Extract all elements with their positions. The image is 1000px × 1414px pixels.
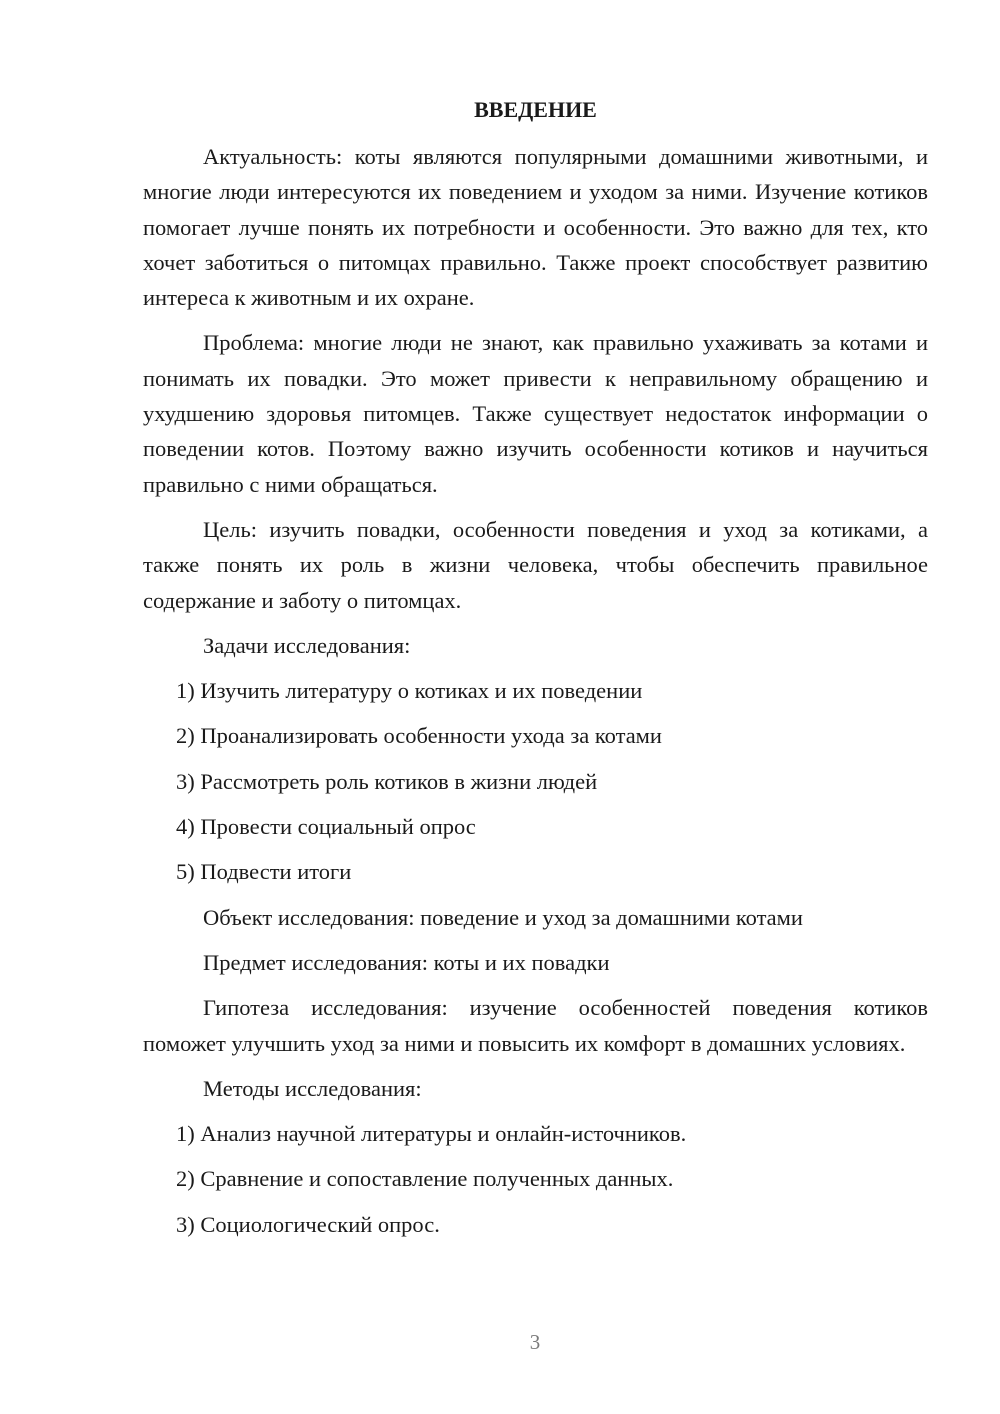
task-item: 3) Рассмотреть роль котиков в жизни людей [176,768,598,794]
relevance-paragraph: Актуальность: коты являются популярными домашними животными, и многие люди интересуются их поведением и уходом за ними. Изучение котиков помогает лучше понять их потребности и особенности. Это важно для тех, кто хочет заботиться о питомцах правильно. Также проект способствует развитию интереса к животным и их охране. [143,144,928,311]
tasks-title: Задачи исследования: [203,632,411,658]
page-number: 3 [529,1330,541,1354]
hypothesis-paragraph: Гипотеза исследования: изучение особенностей поведения котиков поможет улучшить уход за ними и повысить их комфорт в домашних условиях. [143,995,928,1056]
research-subject: Предмет исследования: коты и их повадки [203,949,610,975]
method-item: 2) Сравнение и сопоставление полученных данных. [176,1166,674,1192]
goal-paragraph: Цель: изучить повадки, особенности поведения и уход за котиками, а также понять их роль в жизни человека, чтобы обеспечить правильное содержание и заботу о питомцах. [143,516,928,613]
research-object: Объект исследования: поведение и уход за домашними котами [203,904,803,930]
methods-title: Методы исследования: [203,1075,422,1101]
method-item: 3) Социологический опрос. [176,1211,440,1237]
task-item: 1) Изучить литературу о котиках и их поведении [176,678,643,704]
task-item: 2) Проанализировать особенности ухода за котами [176,723,662,749]
section-heading: ВВЕДЕНИЕ [474,97,597,122]
task-item: 4) Провести социальный опрос [176,814,476,840]
task-item: 5) Подвести итоги [176,859,352,885]
method-item: 1) Анализ научной литературы и онлайн-источников. [176,1121,687,1147]
document-page [143,95,928,1252]
problem-paragraph: Проблема: многие люди не знают, как правильно ухаживать за котами и понимать их повадки. Это может привести к неправильному обращению и ухудшению здоровья питомцев. Также существует недостаток информации о поведении котов. Поэтому важно изучить особенности котиков и научиться правильно с ними обращаться. [143,330,928,497]
